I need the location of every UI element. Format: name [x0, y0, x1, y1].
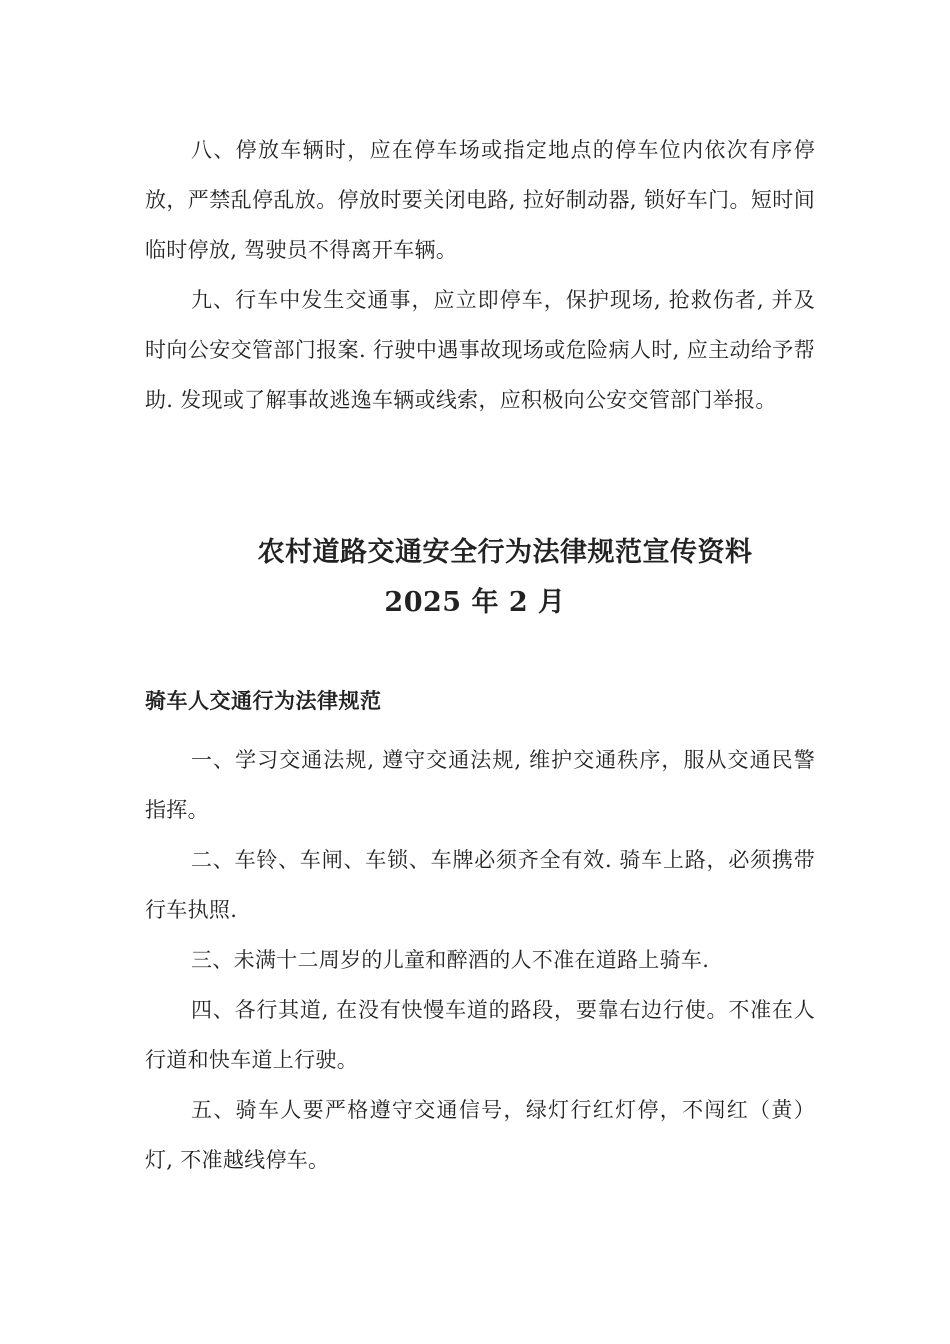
section-paragraph-4: 四、各行其道, 在没有快慢车道的路段，要靠右边行使。不准在人行道和快车道上行驶。	[145, 998, 815, 1072]
document-date: 2025 年 2 月	[384, 587, 566, 618]
section-paragraph-3: 三、未满十二周岁的儿童和醉酒的人不准在道路上骑车.	[191, 948, 710, 972]
document-title: 农村道路交通安全行为法律规范宣传资料	[257, 537, 753, 568]
section-paragraph-1: 一、学习交通法规, 遵守交通法规, 维护交通秩序，服从交通民警指挥。	[145, 748, 815, 822]
section-paragraph-2: 二、车铃、车闸、车锁、车牌必须齐全有效. 骑车上路，必须携带行车执照.	[145, 848, 815, 922]
paragraph-8: 八、停放车辆时，应在停车场或指定地点的停车位内依次有序停放，严禁乱停乱放。停放时要关闭电路, 拉好制动器, 锁好车门。短时间临时停放, 驾驶员不得离开车辆。	[145, 138, 815, 262]
paragraph-9: 九、行车中发生交通事，应立即停车，保护现场, 抢救伤者, 并及时向公安交管部门报案. 行驶中遇事故现场或危险病人时, 应主动给予帮助. 发现或了解事故逃逸车辆或线索，应积极向公安交管部门举报。	[145, 288, 815, 412]
section-paragraph-5: 五、骑车人要严格遵守交通信号，绿灯行红灯停，不闯红（黄）灯, 不准越线停车。	[145, 1098, 815, 1172]
section-heading: 骑车人交通行为法律规范	[145, 688, 382, 713]
